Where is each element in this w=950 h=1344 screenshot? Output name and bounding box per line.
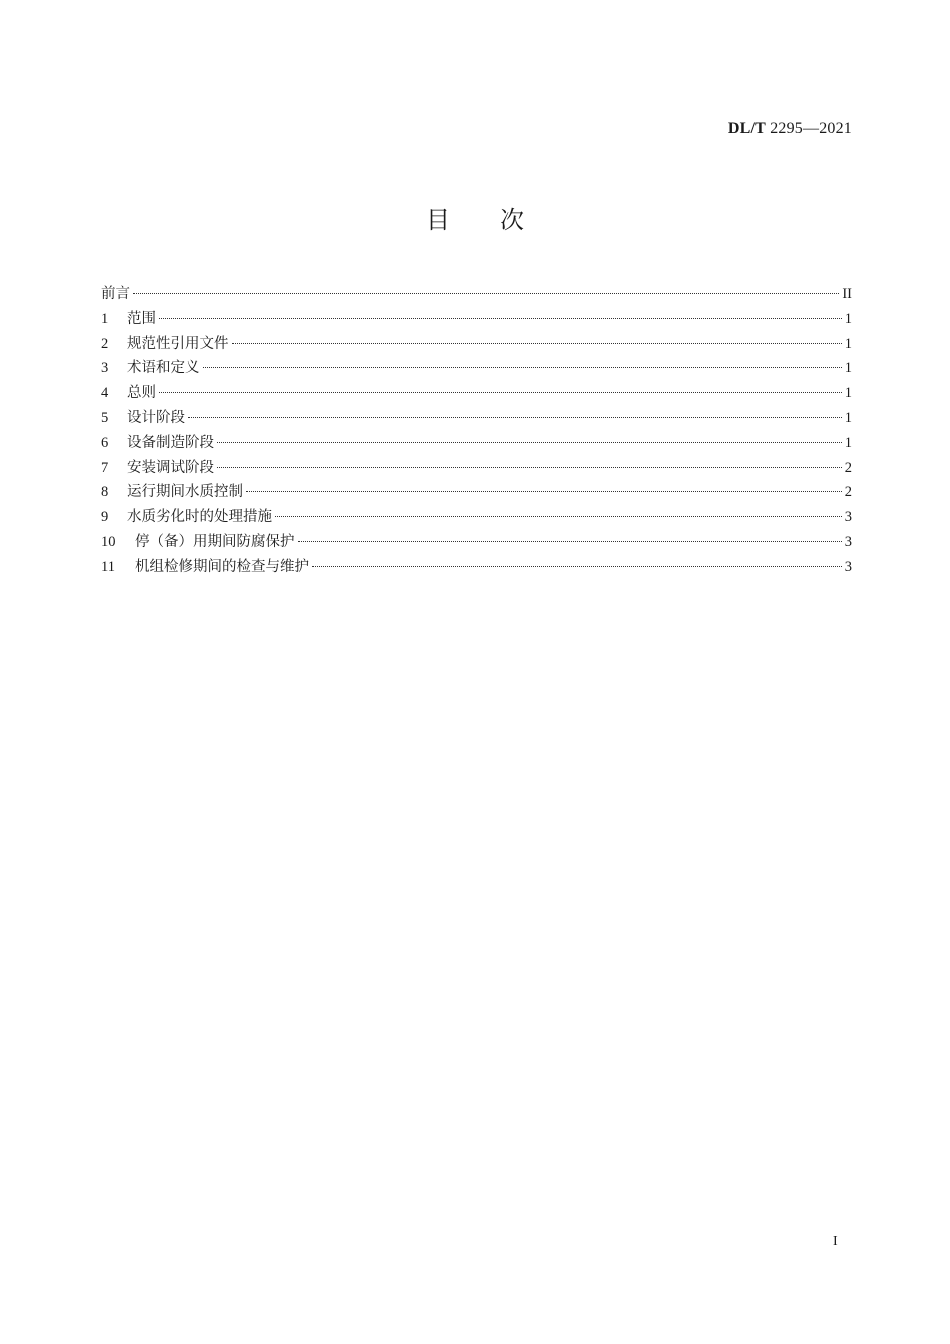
toc-entry-7[interactable] <box>101 456 852 481</box>
toc-entry-page: 3 <box>844 509 852 526</box>
toc-entry-number: 10 <box>101 533 116 550</box>
toc-entry-11[interactable] <box>101 555 852 580</box>
toc-leader-dots <box>275 516 842 517</box>
toc-entry-number: 5 <box>101 409 109 426</box>
toc-entry-page: 3 <box>844 533 852 550</box>
toc-entry-foreword[interactable] <box>101 282 852 307</box>
toc-entry-1[interactable] <box>101 307 852 332</box>
toc-entry-number: 9 <box>101 509 109 526</box>
toc-leader-dots <box>159 318 842 319</box>
toc-entry-label: 运行期间水质控制 <box>127 484 243 501</box>
toc-entry-page: 1 <box>844 360 852 377</box>
toc-entry-page: 1 <box>844 310 852 327</box>
toc-entry-number: 7 <box>101 459 109 476</box>
toc-entry-label: 设计阶段 <box>127 409 185 426</box>
toc-entry-3[interactable] <box>101 356 852 381</box>
toc-entry-10[interactable] <box>101 530 852 555</box>
toc-entry-page: II <box>842 286 852 302</box>
toc-entry-label: 规范性引用文件 <box>127 335 229 352</box>
toc-entry-5[interactable] <box>101 406 852 431</box>
toc-leader-dots <box>203 367 842 368</box>
toc-leader-dots <box>217 442 842 443</box>
toc-entry-number: 11 <box>101 558 115 575</box>
toc-entry-number: 6 <box>101 434 109 451</box>
toc-entry-page: 1 <box>844 409 852 426</box>
standard-code-prefix: DL/T <box>727 120 766 137</box>
toc-leader-dots <box>217 467 842 468</box>
toc-title-char-1: 目 <box>426 206 450 234</box>
page-number: I <box>833 1234 838 1249</box>
toc-entry-page: 3 <box>844 558 852 575</box>
toc-leader-dots <box>312 566 842 567</box>
toc-entry-4[interactable] <box>101 381 852 406</box>
toc-entry-number: 3 <box>101 360 109 377</box>
toc-entry-page: 1 <box>844 385 852 402</box>
table-of-contents <box>101 282 852 580</box>
toc-entry-page: 1 <box>844 335 852 352</box>
toc-entry-6[interactable] <box>101 431 852 456</box>
toc-entry-label: 范围 <box>127 310 156 327</box>
toc-leader-dots <box>188 417 842 418</box>
toc-title <box>0 200 950 235</box>
toc-entry-label: 安装调试阶段 <box>127 459 214 476</box>
toc-entry-number: 2 <box>101 335 109 352</box>
toc-entry-number: 1 <box>101 310 109 327</box>
toc-entry-page: 1 <box>844 434 852 451</box>
toc-entry-8[interactable] <box>101 480 852 505</box>
toc-entry-page: 2 <box>844 484 852 501</box>
toc-title-char-2: 次 <box>500 206 524 234</box>
toc-entry-label: 水质劣化时的处理措施 <box>127 509 272 526</box>
toc-entry-label: 前言 <box>101 286 130 302</box>
standard-code <box>728 120 852 138</box>
toc-leader-dots <box>159 392 842 393</box>
toc-leader-dots <box>133 293 839 294</box>
toc-entry-label: 设备制造阶段 <box>127 434 214 451</box>
toc-leader-dots <box>298 541 842 542</box>
toc-leader-dots <box>232 343 842 344</box>
toc-entry-9[interactable] <box>101 505 852 530</box>
toc-entry-number: 4 <box>101 385 109 402</box>
toc-entry-label: 术语和定义 <box>127 360 200 377</box>
toc-entry-label: 停（备）用期间防腐保护 <box>135 533 295 550</box>
toc-entry-label: 机组检修期间的检查与维护 <box>135 558 309 575</box>
standard-code-number: 2295—2021 <box>766 120 852 137</box>
toc-leader-dots <box>246 491 842 492</box>
toc-entry-2[interactable] <box>101 332 852 357</box>
toc-entry-number: 8 <box>101 484 109 501</box>
toc-entry-label: 总则 <box>127 385 156 402</box>
toc-entry-page: 2 <box>844 459 852 476</box>
